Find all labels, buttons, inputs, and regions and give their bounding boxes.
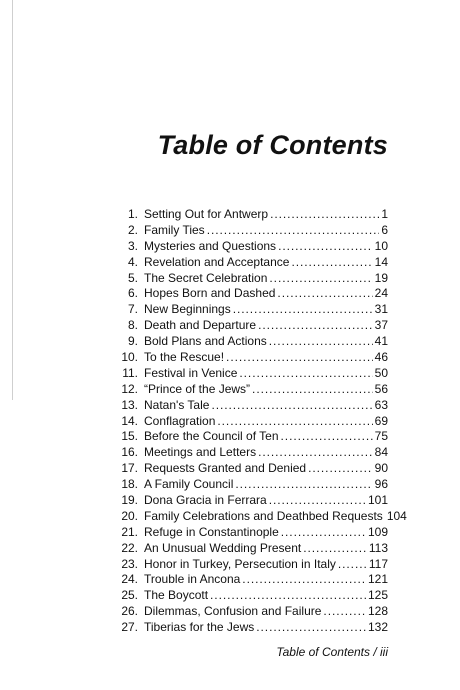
chapter-title: Mysteries and Questions (144, 238, 277, 253)
dot-leader (338, 557, 367, 573)
page-number: 69 (374, 413, 388, 428)
page-number: 90 (374, 461, 388, 476)
chapter-number: 11. (122, 365, 138, 380)
chapter-number: 25. (121, 588, 138, 603)
chapter-number: 20. (121, 508, 138, 523)
page-number: 121 (367, 572, 388, 587)
toc-entry (112, 223, 388, 239)
chapter-title: Refuge in Constantinople (144, 524, 279, 539)
dot-leader (277, 286, 372, 302)
dot-leader (269, 493, 366, 509)
page-number: 19 (374, 270, 388, 285)
toc-entry (112, 239, 388, 255)
chapter-number: 23. (121, 556, 138, 571)
chapter-number: 13. (121, 397, 138, 412)
chapter-number: 10. (121, 350, 138, 365)
chapter-number: 4. (127, 254, 138, 269)
dot-leader (233, 302, 373, 318)
page-number: 128 (367, 604, 388, 619)
page-number: 6 (381, 222, 388, 237)
chapter-title: Tiberias for the Jews (144, 620, 255, 635)
running-footer: Table of Contents / iii (276, 645, 388, 659)
page-number: 31 (374, 302, 388, 317)
dot-leader (226, 350, 373, 366)
chapter-title: An Unusual Wedding Present (144, 540, 302, 555)
page-number: 117 (368, 556, 388, 571)
toc-entry (112, 255, 388, 271)
dot-leader (269, 271, 372, 287)
toc-list (112, 207, 407, 636)
page-number: 75 (374, 429, 388, 444)
dot-leader (269, 334, 373, 350)
dot-leader (323, 604, 366, 620)
toc-entry (112, 620, 388, 636)
page-number: 63 (374, 397, 388, 412)
chapter-number: 17. (121, 461, 138, 476)
chapter-title: Family Ties (144, 222, 205, 237)
dot-leader (256, 620, 366, 636)
toc-entry (112, 541, 388, 557)
page-number: 1 (381, 207, 388, 221)
dot-leader (235, 477, 372, 493)
toc-entry (112, 445, 388, 461)
toc-entry (112, 318, 388, 334)
dot-leader (242, 572, 366, 588)
page-number: 37 (374, 318, 388, 333)
chapter-title: Honor in Turkey, Persecution in Italy (144, 556, 336, 571)
toc-entry (112, 350, 388, 366)
toc-entry (112, 557, 388, 573)
page-edge-rule (12, 0, 13, 400)
chapter-title: “Prince of the Jews” (144, 381, 251, 396)
chapter-number: 9. (127, 334, 138, 349)
chapter-number: 12. (121, 381, 138, 396)
chapter-number: 18. (121, 477, 138, 492)
toc-entry (112, 477, 388, 493)
toc-entry (112, 286, 388, 302)
chapter-number: 6. (127, 286, 138, 301)
dot-leader (291, 255, 372, 271)
chapter-title: Dona Gracia in Ferrara (144, 493, 267, 508)
chapter-title: Meetings and Letters (144, 445, 257, 460)
chapter-number: 2. (127, 222, 138, 237)
chapter-title: Dilemmas, Confusion and Failure (144, 604, 322, 619)
dot-leader (308, 461, 373, 477)
page-number: 132 (367, 620, 388, 635)
chapter-number: 27. (121, 620, 138, 635)
page-number: 10 (374, 238, 388, 253)
page-number: 84 (374, 445, 388, 460)
dot-leader (281, 525, 366, 541)
toc-entry (112, 508, 407, 525)
chapter-number: 5. (127, 270, 138, 285)
dot-leader (217, 414, 372, 430)
toc-entry (112, 572, 388, 588)
page-number: 24 (374, 286, 388, 301)
chapter-title: Trouble in Ancona (144, 572, 241, 587)
page-number: 101 (367, 493, 388, 508)
page-title: Table of Contents (157, 130, 388, 160)
chapter-title: Family Celebrations and Deathbed Requests (144, 508, 383, 523)
page-number: 104 (386, 508, 407, 523)
toc-entry (112, 493, 388, 509)
toc-entry (112, 271, 388, 287)
dot-leader (278, 239, 373, 255)
chapter-title: Setting Out for Antwerp (144, 207, 269, 221)
chapter-number: 22. (121, 540, 138, 555)
chapter-title: The Secret Celebration (144, 270, 268, 285)
dot-leader (258, 318, 373, 334)
toc-entry (112, 334, 388, 350)
page-number: 96 (374, 477, 388, 492)
chapter-number: 16. (121, 445, 138, 460)
chapter-title: Bold Plans and Actions (144, 334, 267, 349)
toc-entry (112, 414, 388, 430)
dot-leader (210, 588, 366, 604)
chapter-number: 26. (121, 604, 138, 619)
chapter-number: 1. (127, 207, 138, 221)
page-number: 56 (374, 381, 388, 396)
chapter-title: Requests Granted and Denied (144, 461, 307, 476)
chapter-title: A Family Council (144, 477, 234, 492)
toc-entry (112, 398, 388, 414)
page-number: 50 (374, 365, 388, 380)
chapter-number: 19. (121, 493, 138, 508)
chapter-number: 15. (121, 429, 138, 444)
chapter-title: New Beginnings (144, 302, 231, 317)
chapter-number: 3. (127, 238, 138, 253)
page-number: 14 (374, 254, 388, 269)
chapter-title: The Boycott (144, 588, 209, 603)
dot-leader (303, 541, 367, 557)
page-number: 46 (374, 350, 388, 365)
toc-entry (112, 588, 388, 604)
chapter-number: 8. (127, 318, 138, 333)
toc-entry (112, 525, 388, 541)
page-number: 113 (368, 540, 388, 555)
toc-entry (112, 604, 388, 620)
chapter-number: 24. (121, 572, 138, 587)
page-number: 125 (367, 588, 388, 603)
dot-leader (239, 366, 372, 382)
toc-entry (112, 461, 388, 477)
dot-leader (281, 429, 373, 445)
toc-entry (112, 302, 388, 318)
dot-leader (211, 398, 372, 414)
page-number: 109 (367, 524, 388, 539)
chapter-number: 21. (121, 524, 138, 539)
chapter-title: To the Rescue! (144, 350, 225, 365)
dot-leader (258, 445, 373, 461)
chapter-title: Natan's Tale (144, 397, 210, 412)
page-number: 41 (374, 334, 388, 349)
dot-leader (207, 223, 380, 239)
toc-entry (112, 366, 388, 382)
toc-entry (112, 382, 388, 398)
chapter-title: Hopes Born and Dashed (144, 286, 276, 301)
toc-entry (112, 429, 388, 445)
toc-entry (112, 207, 388, 223)
chapter-title: Before the Council of Ten (144, 429, 279, 444)
chapter-title: Festival in Venice (144, 365, 238, 380)
chapter-title: Revelation and Acceptance (144, 254, 290, 269)
dot-leader (270, 207, 379, 223)
chapter-title: Death and Departure (144, 318, 257, 333)
chapter-number: 7. (127, 302, 138, 317)
chapter-number: 14. (121, 413, 138, 428)
chapter-title: Conflagration (144, 413, 216, 428)
dot-leader (252, 382, 373, 398)
